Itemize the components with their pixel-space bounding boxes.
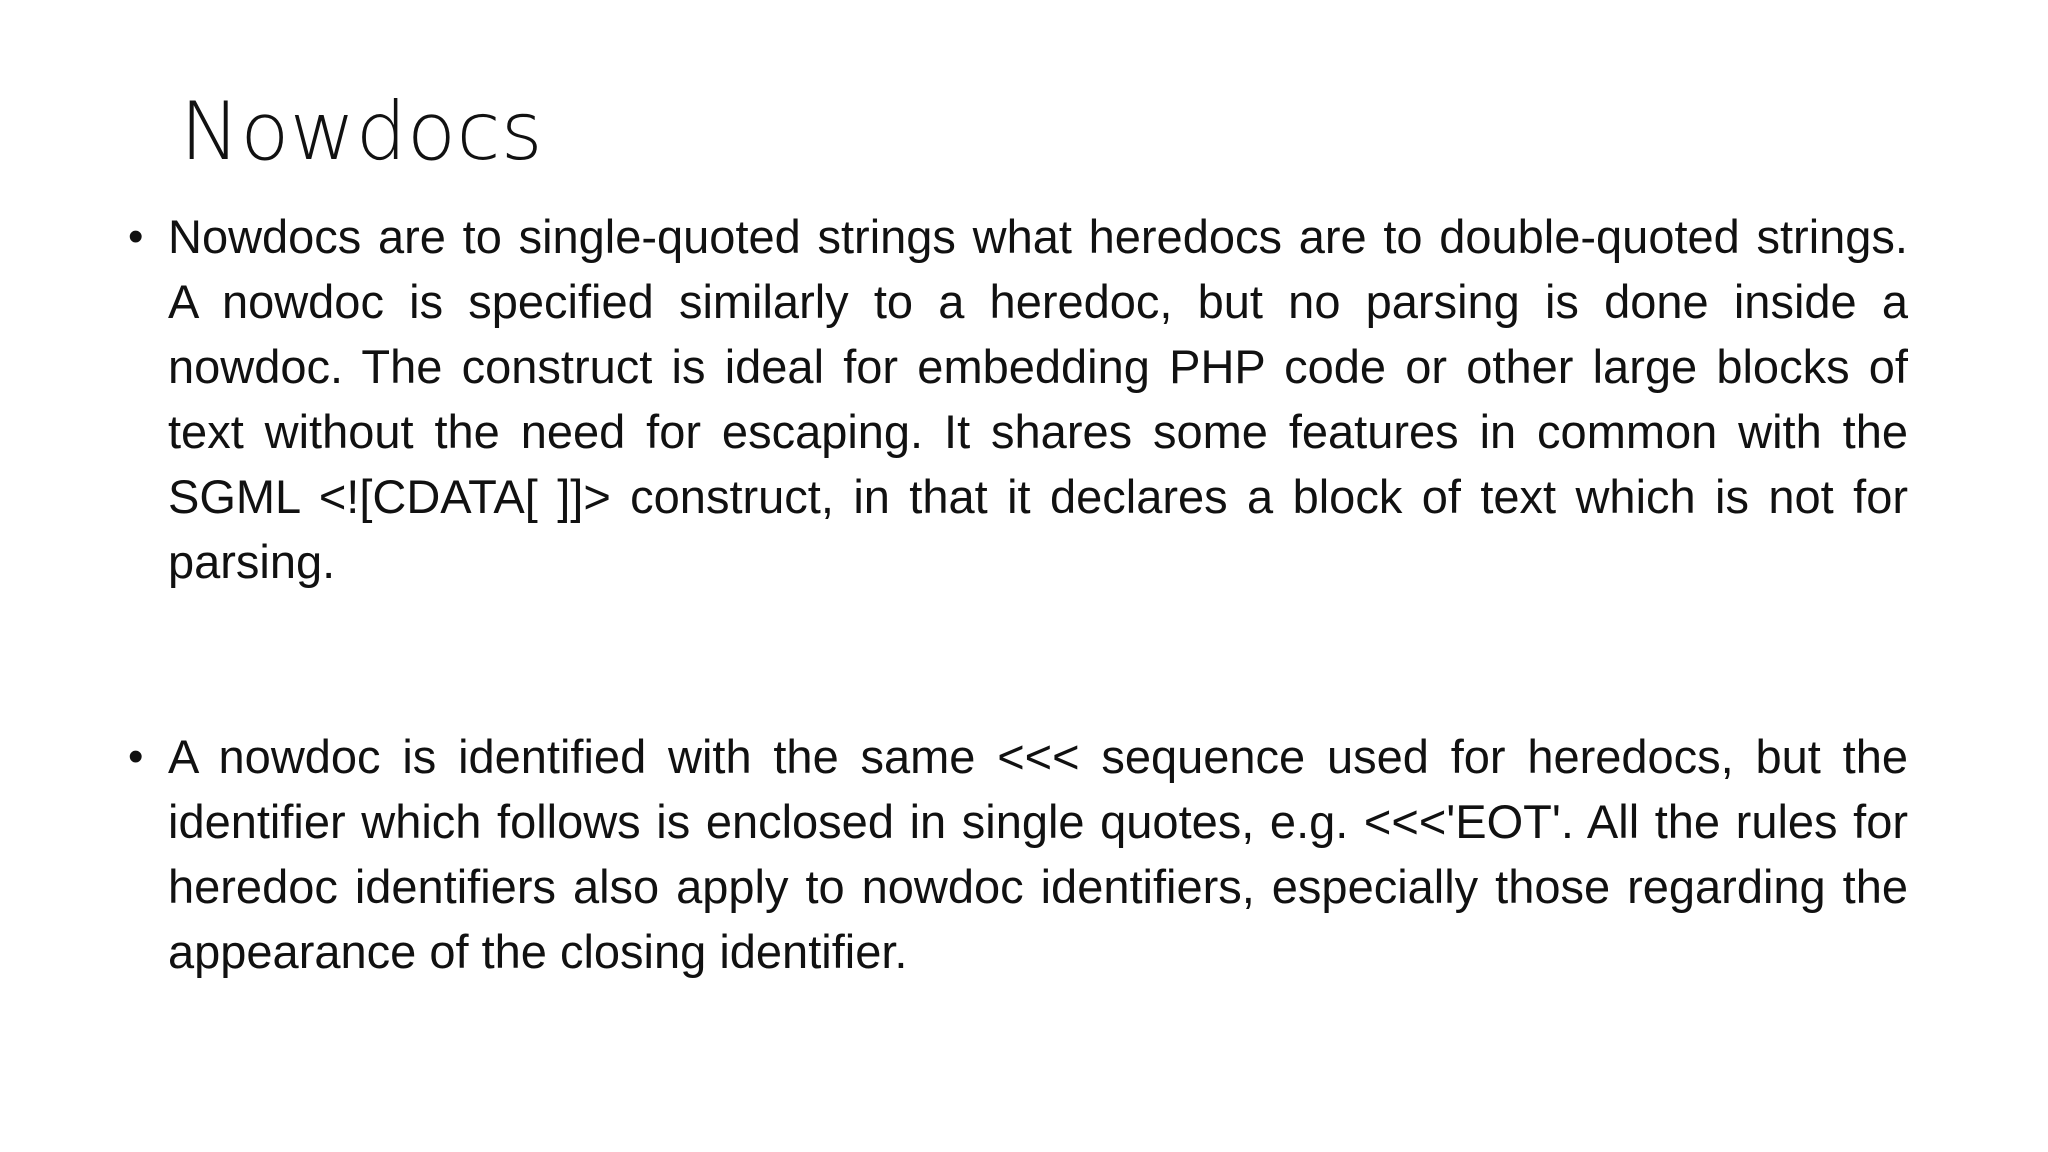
bullet-item-1: [128, 204, 1908, 594]
bullet-text: Nowdocs are to single-quoted strings what heredocs are to double-quoted strings. A nowdoc is specified similarly to a heredoc, but no parsing is done inside a nowdoc. The construct is ideal for embedding PHP code or other large blocks of text without the need for escaping. It shares some features in common with the SGML <![CDATA[ ]]> construct, in that it declares a block of text which is not for parsing.: [168, 210, 1908, 588]
bullet-text: A nowdoc is identified with the same <<< sequence used for heredocs, but the identifier which follows is enclosed in single quotes, e.g. <<<'EOT'. All the rules for heredoc identifiers also apply to nowdoc identifiers, especially those regarding the appearance of the closing identifier.: [168, 730, 1908, 978]
bullet-list: [128, 204, 1908, 984]
bullet-marker: •: [128, 732, 144, 781]
bullet-marker: •: [128, 212, 144, 261]
bullet-item-2: [128, 724, 1908, 984]
slide-title: Nowdocs: [180, 85, 544, 178]
